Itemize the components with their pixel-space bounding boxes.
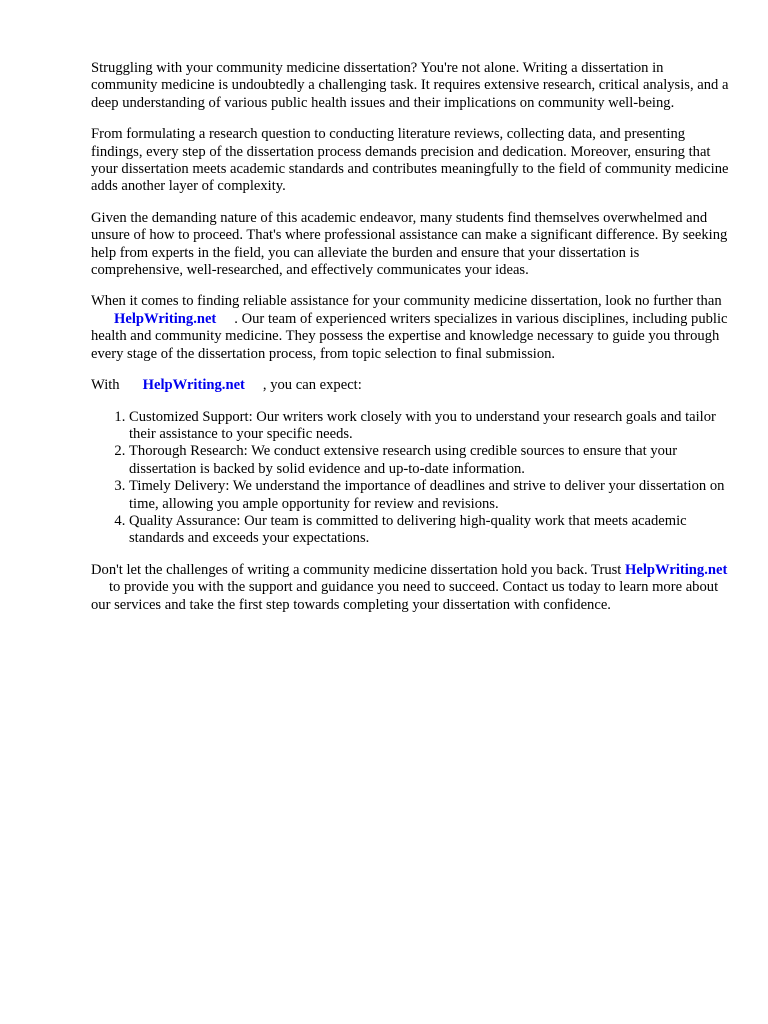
expect-paragraph-rest: , you can expect: (262, 377, 362, 394)
closing-paragraph-rest: to provide you with the support and guidance you need to succeed. Contact us today to learn more about our services and take the first step towards completing your dissertation with confidence. (91, 579, 719, 613)
service-paragraph-rest: . Our team of experienced writers specializes in various disciplines, including public health and community medicine. They possess the expertise and knowledge necessary to guide you through every stage of the dissertation process, from topic selection to final submission. (91, 310, 728, 362)
expect-paragraph-lead: With (91, 377, 120, 394)
expect-paragraph (91, 377, 731, 394)
benefits-list (91, 409, 731, 548)
document-body (91, 60, 731, 628)
helpwriting-link-1[interactable]: HelpWriting.net (114, 310, 217, 327)
list-item: 2. Thorough Research: We conduct extensive research using credible sources to ensure that your dissertation is backed by solid evidence and up-to-date information. (129, 443, 731, 478)
intro-paragraph: Struggling with your community medicine dissertation? You're not alone. Writing a dissertation in community medicine is undoubtedly a challenging task. It requires extensive research, critical analysis, and a deep understanding of various public health issues and their implications on community well-being. (91, 60, 729, 111)
closing-paragraph-lead: Don't let the challenges of writing a community medicine dissertation hold you back. Trust (91, 561, 622, 578)
service-paragraph-lead: When it comes to finding reliable assistance for your community medicine dissertation, look no further than (91, 293, 722, 310)
helpwriting-link-3[interactable]: HelpWriting.net (625, 561, 728, 578)
list-item: 4. Quality Assurance: Our team is committed to delivering high-quality work that meets academic standards and exceeds your expectations. (129, 513, 731, 548)
assistance-paragraph: Given the demanding nature of this academic endeavor, many students find themselves overwhelmed and unsure of how to proceed. That's where professional assistance can make a significant difference. By seeking help from experts in the field, you can alleviate the burden and ensure that your dissertation is comprehensive, well-researched, and effectively communicates your ideas. (91, 209, 728, 279)
list-item: 1. Customized Support: Our writers work closely with you to understand your research goals and tailor their assistance to your specific needs. (129, 409, 731, 444)
list-item: 3. Timely Delivery: We understand the importance of deadlines and strive to deliver your dissertation on time, allowing you ample opportunity for review and revisions. (129, 478, 731, 513)
helpwriting-link-2[interactable]: HelpWriting.net (142, 377, 245, 394)
service-paragraph (91, 293, 731, 363)
closing-paragraph (91, 562, 731, 614)
process-paragraph: From formulating a research question to conducting literature reviews, collecting data, and presenting findings, every step of the dissertation process demands precision and dedication. Moreover, ensuring that your dissertation meets academic standards and contributes meaningfully to the field of community medicine adds another layer of complexity. (91, 126, 729, 195)
